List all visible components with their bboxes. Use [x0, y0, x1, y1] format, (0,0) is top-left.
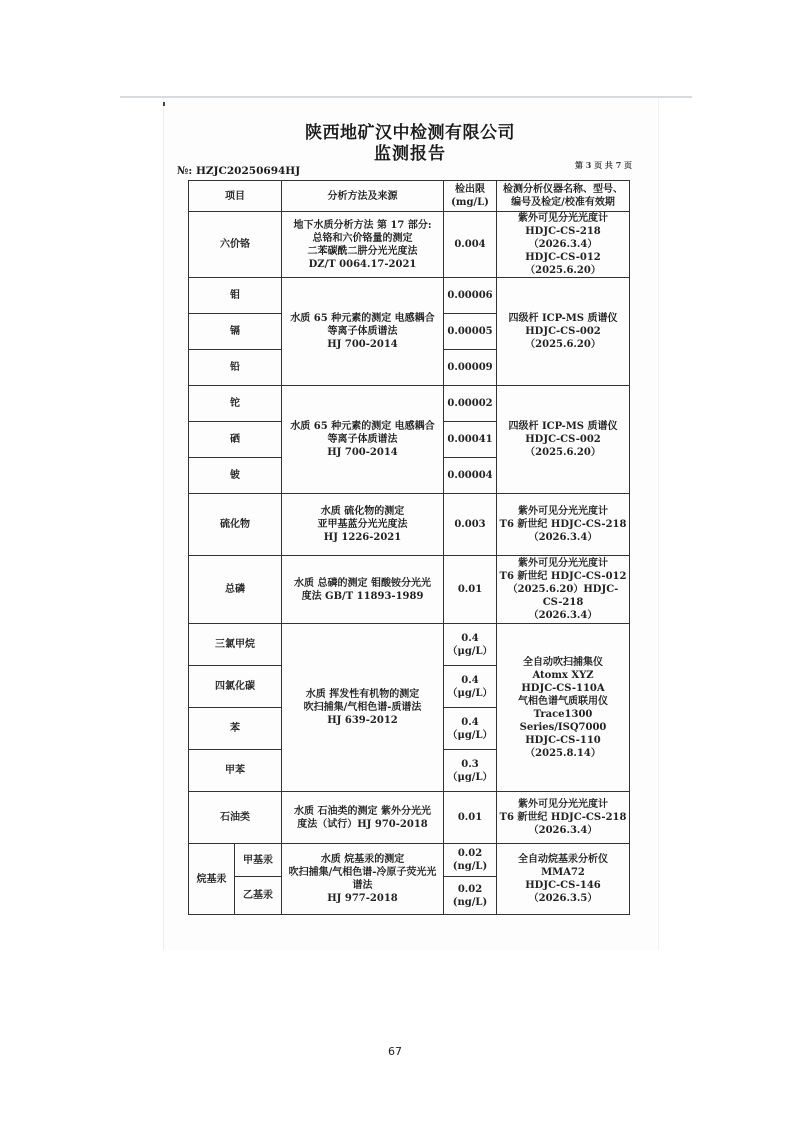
text-line: HJ 1226-2021 [323, 532, 402, 543]
text-line: 紫外可见分光光度计 [518, 213, 608, 224]
detection-limit-cell: 0.00004 [444, 458, 497, 494]
detection-limit-cell: 0.4（μg/L） [444, 624, 497, 666]
text-line: 二苯碳酰二肼分光光度法 [307, 245, 418, 257]
text-line: (ng/L) [452, 861, 488, 872]
instrument-cell [497, 212, 630, 278]
text-line: 四级杆 ICP-MS 质谱仪 [508, 313, 618, 324]
text-line: DZ/T 0064.17-2021 [308, 258, 417, 270]
table-row [189, 792, 630, 844]
limit-header-line1: 检出限 [455, 184, 485, 195]
text-line: T6 新世纪 HDJC-CS-218 [499, 812, 627, 823]
text-line: 谱法 [352, 880, 373, 891]
text-line: 0.02 [457, 848, 483, 859]
method-cell [282, 212, 444, 278]
text-line: 地下水质分析方法 第 17 部分: [293, 219, 432, 231]
monitoring-method-table [188, 180, 630, 915]
instrument-header-line2: 编号及检定/校准有效期 [511, 197, 615, 208]
text-line: Atomx XYZ [532, 669, 594, 681]
item-cell: 甲基汞 [235, 844, 282, 877]
detection-limit-cell: 0.00005 [444, 314, 497, 350]
text-line: 紫外可见分光光度计 [518, 506, 608, 517]
text-line: T6 新世纪 HDJC-CS-218 [499, 519, 627, 530]
detection-limit-cell [444, 844, 497, 877]
text-line: （2026.3.4） [528, 532, 598, 543]
text-line: 水质 65 种元素的测定 电感耦合 [290, 421, 435, 432]
table-row [189, 278, 630, 314]
text-line: HDJC-CS-002（2025.6.20） [525, 326, 601, 350]
text-line: （2026.3.4） [528, 610, 598, 621]
instrument-cell [497, 844, 630, 915]
method-cell [282, 556, 444, 624]
detection-limit-cell: 0.01 [444, 792, 497, 844]
instrument-cell [497, 386, 630, 494]
instrument-cell [497, 494, 630, 556]
limit-header-line2: (mg/L) [451, 197, 489, 208]
detection-limit-cell: 0.00041 [444, 422, 497, 458]
text-line: 吹扫捕集/气相色谱-质谱法 [303, 702, 422, 713]
detection-limit-cell: 0.004 [444, 212, 497, 278]
detection-limit-cell: 0.4（μg/L） [444, 708, 497, 750]
text-line: HDJC-CS-002（2025.6.20） [525, 434, 601, 458]
text-line: (ng/L) [452, 896, 488, 908]
item-cell: 甲苯 [189, 750, 282, 792]
text-line: 等离子体质谱法 [327, 434, 398, 445]
text-line: 水质 石油类的测定 紫外分光光 [294, 805, 431, 817]
detection-limit-cell: 0.3（μg/L） [444, 750, 497, 792]
item-cell: 镉 [189, 314, 282, 350]
text-line: HDJC-CS-146（2026.3.5） [525, 880, 601, 904]
method-cell [282, 386, 444, 494]
item-cell: 苯 [189, 708, 282, 750]
text-line: HJ 977-2018 [327, 893, 398, 904]
col-header-instrument [497, 181, 630, 212]
text-line: 紫外可见分光光度计 [518, 799, 608, 810]
table-row [189, 386, 630, 422]
text-line: 水质 65 种元素的测定 电感耦合 [290, 313, 435, 324]
instrument-header-line1: 检测分析仪器名称、型号、 [503, 184, 623, 195]
table-row [189, 624, 630, 666]
detection-limit-cell: 0.00006 [444, 278, 497, 314]
method-cell [282, 278, 444, 386]
table-row [189, 556, 630, 624]
text-line: 紫外可见分光光度计 [518, 558, 608, 569]
text-line: 水质 挥发性有机物的测定 [305, 689, 420, 700]
detection-limit-cell: 0.003 [444, 494, 497, 556]
item-cell: 铊 [189, 386, 282, 422]
method-cell [282, 844, 444, 915]
report-number: №: HZJC20250694HJ [177, 165, 301, 177]
method-cell [282, 624, 444, 792]
text-line: 气相色谱气质联用仪 [518, 695, 608, 707]
text-line: 度法 GB/T 11893-1989 [301, 590, 424, 602]
report-title: 监测报告 [374, 144, 446, 164]
text-line: 0.02 [457, 883, 483, 895]
text-line: HDJC-CS-218（2026.3.4） [525, 226, 601, 250]
text-line: T6 新世纪 HDJC-CS-012 [499, 571, 627, 582]
detection-limit-cell: 0.4（μg/L） [444, 666, 497, 708]
instrument-cell [497, 556, 630, 624]
item-cell: 乙基汞 [235, 877, 282, 915]
text-line: （2026.3.4） [528, 825, 598, 836]
text-line: 全自动吹扫捕集仪 [523, 656, 603, 668]
parent-item-cell: 烷基汞 [189, 844, 235, 915]
detection-limit-cell: 0.01 [444, 556, 497, 624]
text-line: 水质 总磷的测定 钼酸铵分光光 [294, 577, 431, 589]
detection-limit-cell: 0.00009 [444, 350, 497, 386]
text-line: 吹扫捕集/气相色谱-冷原子荧光光 [288, 867, 437, 878]
company-name: 陕西地矿汉中检测有限公司 [305, 123, 515, 143]
page-info: 第 3 页 共 7 页 [575, 160, 633, 170]
item-cell: 硫化物 [189, 494, 282, 556]
item-cell: 四氯化碳 [189, 666, 282, 708]
item-cell: 钼 [189, 278, 282, 314]
text-line: HJ 700-2014 [327, 447, 398, 458]
table-header-row [189, 181, 630, 212]
table-row [189, 212, 630, 278]
text-line: 度法（试行）HJ 970-2018 [297, 818, 428, 830]
method-cell [282, 494, 444, 556]
text-line: HDJC-CS-110A [521, 682, 605, 694]
text-line: HJ 639-2012 [327, 715, 398, 726]
text-line: 亚甲基蓝分光光度法 [317, 519, 408, 530]
text-line: HJ 700-2014 [327, 339, 398, 350]
item-cell: 硒 [189, 422, 282, 458]
text-line: 总铬和六价铬量的测定 [312, 232, 413, 244]
text-line: 水质 烷基汞的测定 [320, 854, 405, 865]
text-line: 四级杆 ICP-MS 质谱仪 [508, 421, 618, 432]
item-cell: 石油类 [189, 792, 282, 844]
text-line: Trace1300 Series/ISQ7000 [519, 708, 607, 733]
table-row [189, 844, 630, 877]
text-line: 等离子体质谱法 [327, 326, 398, 337]
item-cell: 三氯甲烷 [189, 624, 282, 666]
table-row [189, 494, 630, 556]
instrument-cell [497, 278, 630, 386]
item-cell: 总磷 [189, 556, 282, 624]
text-line: （2025.6.20）HDJC-CS-218 [507, 584, 619, 608]
text-line: HDJC-CS-012（2025.6.20） [525, 252, 601, 276]
item-cell: 铅 [189, 350, 282, 386]
detection-limit-cell [444, 877, 497, 915]
instrument-cell [497, 792, 630, 844]
text-line: 全自动烷基汞分析仪 [518, 854, 608, 865]
col-header-limit [444, 181, 497, 212]
item-cell: 六价铬 [189, 212, 282, 278]
col-header-method: 分析方法及来源 [282, 181, 444, 212]
method-cell [282, 792, 444, 844]
text-line: HDJC-CS-110（2025.8.14） [525, 734, 601, 759]
detection-limit-cell: 0.00002 [444, 386, 497, 422]
item-cell: 铍 [189, 458, 282, 494]
col-header-item: 项目 [189, 181, 282, 212]
text-line: MMA72 [541, 867, 585, 878]
scan-mark [163, 102, 165, 106]
text-line: 水质 硫化物的测定 [320, 506, 405, 517]
page-number: 67 [388, 1045, 402, 1058]
instrument-cell [497, 624, 630, 792]
